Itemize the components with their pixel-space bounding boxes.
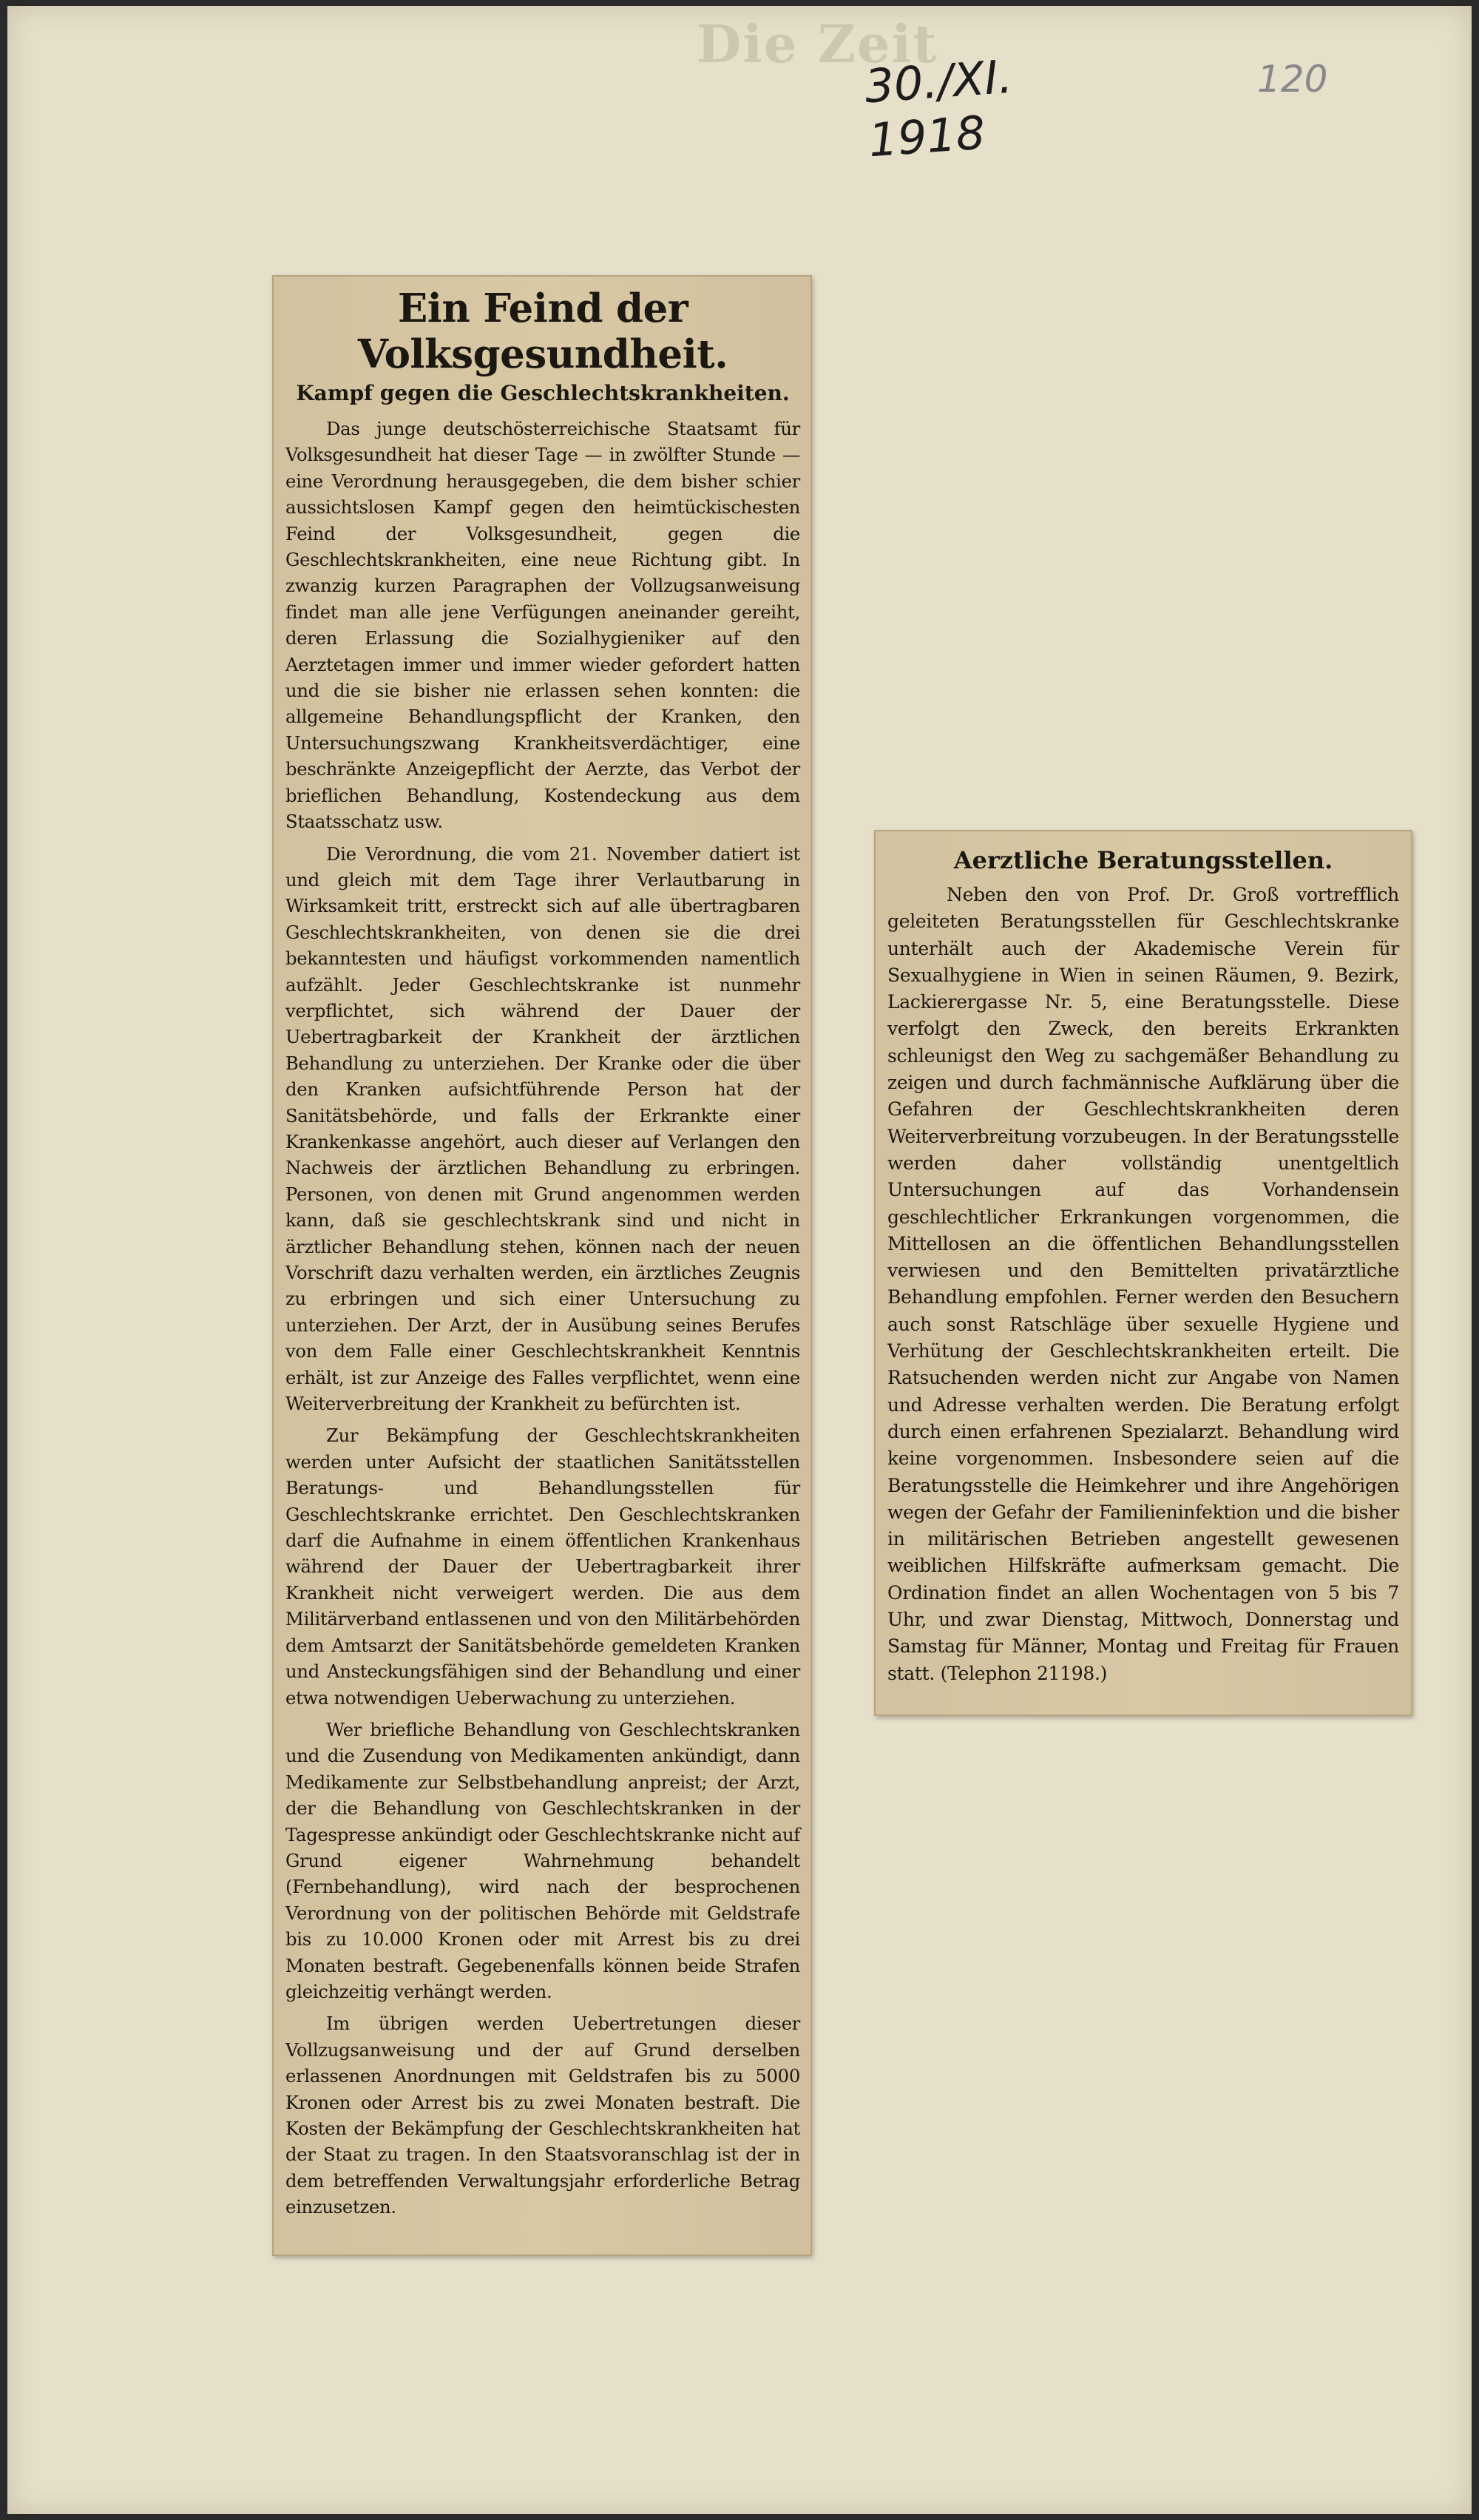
article-paragraph: Die Verordnung, die vom 21. November datiert ist und gleich mit dem Tage ihrer Verlautbarung in Wirksamkeit tritt, erstreckt sich auf alle übertragbaren Geschlechtskrankheiten, von denen sie die drei bekanntesten und häufigst vorkommenden namentlich aufzählt. Jeder Geschlechtskranke ist nunmehr verpflichtet, sich während der Dauer der Uebertragbarkeit der Krankheit der ärztlichen Behandlung zu unterziehen. Der Kranke oder die über den Kranken aufsichtführende Person hat der Sanitätsbehörde, und falls der Erkrankte einer Krankenkasse angehört, auch dieser auf Verlangen den Nachweis der ärztlichen Behandlung zu erbringen. Personen, von denen mit Grund angenommen werden kann, daß sie geschlechtskrank sind und nicht in ärztlicher Behandlung stehen, können nach der neuen Vorschrift dazu verhalten werden, ein ärztliches Zeugnis zu erbringen und sich einer Untersuchung zu unterziehen. Der Arzt, der in Ausübung seines Berufes von dem Falle einer Geschlechtskrankheit Kenntnis erhält, ist zur Anzeige des Falles verpflichtet, wenn eine Weiterverbreitung der Krankheit zu befürchten ist. [285,842,800,1415]
article-paragraph: Wer briefliche Behandlung von Geschlechtskranken und die Zusendung von Medikamenten ankündigt, dann Medikamente zur Selbstbehandlung anpreist; der Arzt, der die Behandlung von Geschlechtskranken in der Tagespresse ankündigt oder Geschlechtskranke nicht auf Grund eigener Wahrnehmung behandelt (Fernbehandlung), wird nach der besprochenen Verordnung von der politischen Behörde mit Geldstrafe bis zu 10.000 Kronen oder mit Arrest bis zu drei Monaten bestraft. Gegebenenfalls können beide Strafen gleichzeitig verhängt werden. [285,1718,800,2002]
clipping-side-article [874,830,1412,1716]
clipping-main-article [272,275,812,2256]
newspaper-stamp: Die Zeit [696,13,938,75]
folio-number: 120 [1257,58,1328,101]
article-headline: Ein Feind der Volksgesundheit. [357,286,728,377]
article-paragraph: Zur Bekämpfung der Geschlechtskrankheiten werden unter Aufsicht der staatlichen Sanitätsstellen Beratungs- und Behandlungsstellen für Geschlechtskranke errichtet. Den Geschlechtskranken darf die Aufnahme in einem öffentlichen Krankenhaus während der Dauer der Uebertragbarkeit ihrer Krankheit nicht verweigert werden. Die aus dem Militärverband entlassenen und von den Militärbehörden dem Amtsarzt der Sanitätsbehörde gemeldeten Kranken und Ansteckungsfähigen sind der Behandlung und einer etwa notwendigen Ueberwachung zu unterziehen. [285,1425,800,1709]
handwritten-date: 30./XI. 1918 [862,49,1015,168]
article-subheadline: Kampf gegen die Geschlechtskrankheiten. [296,381,790,405]
article-paragraph: Im übrigen werden Uebertretungen dieser Vollzugsanweisung und der auf Grund derselben erlassenen Anordnungen mit Geldstrafen bis zu 5000 Kronen oder Arrest bis zu zwei Monaten bestraft. Die Kosten der Bekämpfung der Geschlechtskrankheiten hat der Staat zu tragen. In den Staatsvoranschlag ist der in dem betreffenden Verwaltungsjahr erforderliche Betrag einzusetzen. [285,2013,800,2218]
archive-sheet [7,6,1472,2514]
side-article-paragraph: Neben den von Prof. Dr. Groß vortrefflich geleiteten Beratungsstellen für Geschlechtskranke unterhält auch der Akademische Verein für Sexualhygiene in Wien in seinen Räumen, 9. Bezirk, Lackierergasse Nr. 5, eine Beratungsstelle. Diese verfolgt den Zweck, den bereits Erkrankten schleunigst den Weg zu sachgemäßer Behandlung zu zeigen und durch fachmännische Aufklärung über die Gefahren der Geschlechtskrankheiten deren Weiterverbreitung vorzubeugen. In der Beratungsstelle werden daher vollständig unentgeltlich Untersuchungen auf das Vorhandensein geschlechtlicher Erkrankungen vorgenommen, die Mittellosen an die öffentlichen Behandlungsstellen verwiesen und den Bemittelten privatärztliche Behandlung empfohlen. Ferner werden den Besuchern auch sonst Ratschläge über sexuelle Hygiene und Verhütung der Geschlechtskrankheiten erteilt. Die Ratsuchenden werden nicht zur Angabe von Namen und Adresse verhalten werden. Die Beratung erfolgt durch einen erfahrenen Spezialarzt. Behandlung wird keine vorgenommen. Insbesondere seien auf die Beratungsstelle die Heimkehrer und ihre Angehörigen wegen der Gefahr der Familieninfektion und die bisher in militärischen Betrieben angestellt gewesenen weiblichen Hilfskräfte aufmerksam gemacht. Die Ordination findet an allen Wochentagen von 5 bis 7 Uhr, und zwar Dienstag, Mittwoch, Donnerstag und Samstag für Männer, Montag und Freitag für Frauen statt. (Telephon 21198.) [887,884,1399,1684]
article-body [285,416,800,2220]
side-article-body [887,882,1399,1687]
article-paragraph: Das junge deutschösterreichische Staatsamt für Volksgesundheit hat dieser Tage — in zwölfter Stunde — eine Verordnung herausgegeben, die dem bisher schier aussichtslosen Kampf gegen den heimtückischesten Feind der Volksgesundheit, gegen die Geschlechtskrankheiten, eine neue Richtung gibt. In zwanzig kurzen Paragraphen der Vollzugsanweisung findet man alle jene Verfügungen aneinander gereiht, deren Erlassung die Sozialhygieniker auf den Aerztetagen immer und immer wieder gefordert hatten und die sie bisher nie erlassen sehen konnten: die allgemeine Behandlungspflicht der Kranken, den Untersuchungszwang Krankheitsverdächtiger, eine beschränkte Anzeigepflicht der Aerzte, das Verbot der brieflichen Behandlung, Kostendeckung aus dem Staatsschatz usw. [285,418,800,833]
side-article-headline: Aerztliche Beratungsstellen. [953,846,1333,874]
